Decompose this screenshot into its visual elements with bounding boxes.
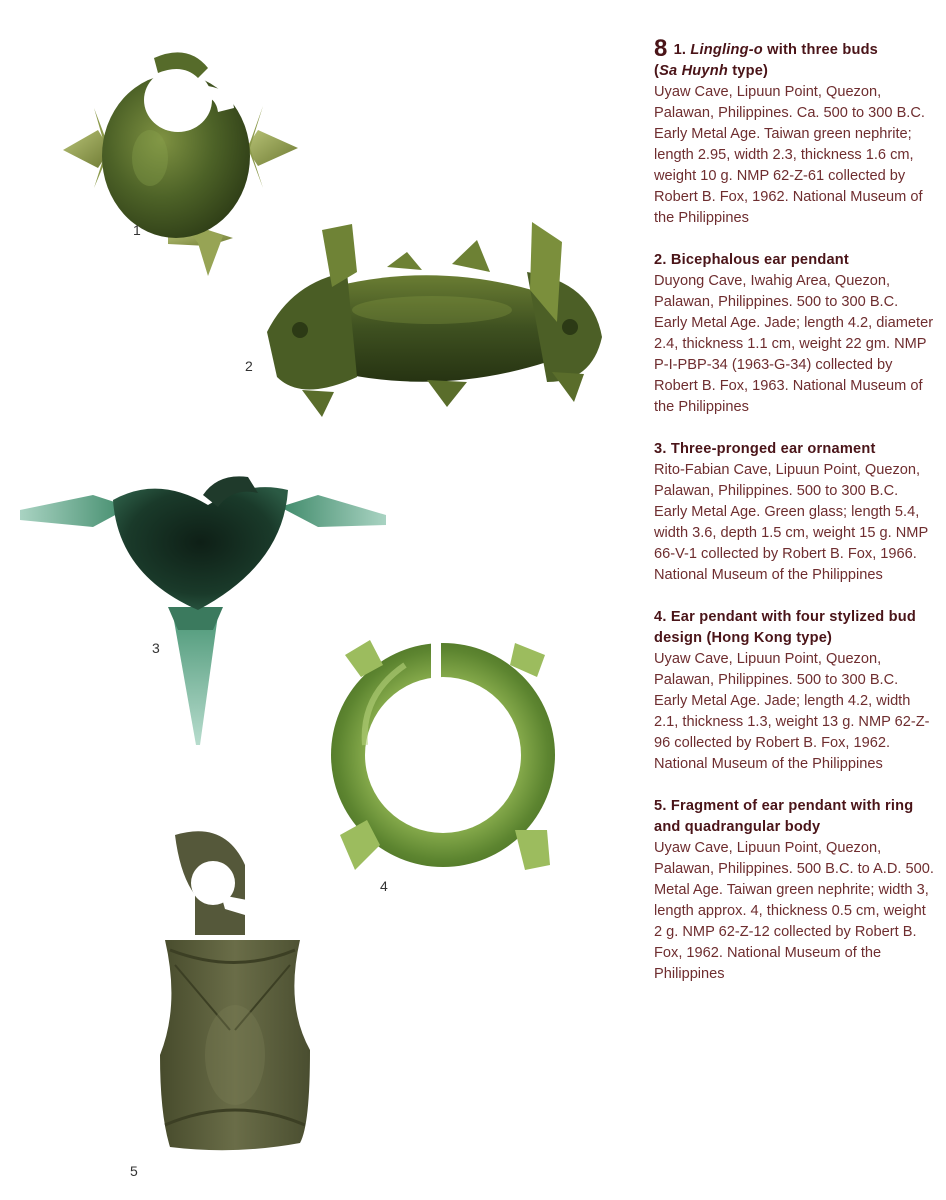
fragment-pendant-icon [135,825,335,1155]
entry-5 [654,796,934,985]
artifact-2-image [262,212,610,424]
entry-2 [654,250,934,418]
entry-1 [654,35,934,229]
entry-1-title-rest: with three buds [762,42,878,58]
entry-1-title [654,35,934,82]
entry-3-title: 3. Three-pronged ear ornament [654,441,876,457]
entry-1-title-line2-open: ( [654,63,660,79]
entry-2-title: 2. Bicephalous ear pendant [654,252,849,268]
figure-number-3: 3 [152,640,160,656]
entry-1-body: Uyaw Cave, Lipuun Point, Quezon, Palawan, Philippines. Ca. 500 to 300 B.C. Early Metal Age. Taiwan green nephrite; length 2.95, width 2.3, thickness 1.6 cm, weight 10 g. NMP 62-Z-61 collected by Robert B. Fox, 1962. National Museum of the Philippines [654,84,925,226]
entry-4-body: Uyaw Cave, Lipuun Point, Quezon, Palawan, Philippines. 500 to 300 B.C. Early Metal Age. Jade; length 4.2, width 2.1, thickness 1.3, weight 13 g. NMP 62-Z-96 collected by Robert B. Fox, 1962. National Museum of the Philippines [654,651,930,772]
figure-number-1: 1 [133,222,141,238]
entry-5-body: Uyaw Cave, Lipuun Point, Quezon, Palawan, Philippines. 500 B.C. to A.D. 500. Metal Age. Taiwan green nephrite; width 3, length approx. 4, thickness 0.5 cm, weight 2 g. NMP 62-Z-12 collected by Robert B. Fox, 1962. National Museum of the Philippines [654,840,934,982]
bicephalous-pendant-icon [262,212,610,424]
ring-ear-pendant-icon [325,625,565,880]
entry-1-title-italic: Lingling-o [690,42,763,58]
plate-number: 8 [654,35,668,62]
entry-3 [654,439,934,586]
figure-number-2: 2 [245,358,253,374]
artifact-5-image [135,825,335,1155]
entry-1-title-prefix: 1. [673,42,691,58]
entry-1-title-line2-italic: Sa Huynh [659,63,728,79]
entry-1-title-line2-rest: type) [727,63,769,79]
entry-4 [654,607,934,775]
artifact-4-image [325,625,565,880]
entry-2-body: Duyong Cave, Iwahig Area, Quezon, Palawan, Philippines. 500 to 300 B.C. Early Metal Age. Jade; length 4.2, diameter 2.4, thickness 1.1 cm, weight 22 gm. NMP P-I-PBP-34 (1963-G-34) collected by Robert B. Fox, 1963. National Museum of the Philippines [654,273,934,415]
entry-3-body: Rito-Fabian Cave, Lipuun Point, Quezon, Palawan, Philippines. 500 to 300 B.C. Early Metal Age. Green glass; length 5.4, width 3.6, depth 1.5 cm, weight 15 g. NMP 66-V-1 collected by Robert B. Fox, 1966. National Museum of the Philippines [654,462,928,583]
caption-column [654,35,934,1006]
entry-4-title: 4. Ear pendant with four stylized bud design (Hong Kong type) [654,609,916,646]
figure-number-4: 4 [380,878,388,894]
figure-number-5: 5 [130,1163,138,1179]
entry-5-title: 5. Fragment of ear pendant with ring and quadrangular body [654,798,914,835]
